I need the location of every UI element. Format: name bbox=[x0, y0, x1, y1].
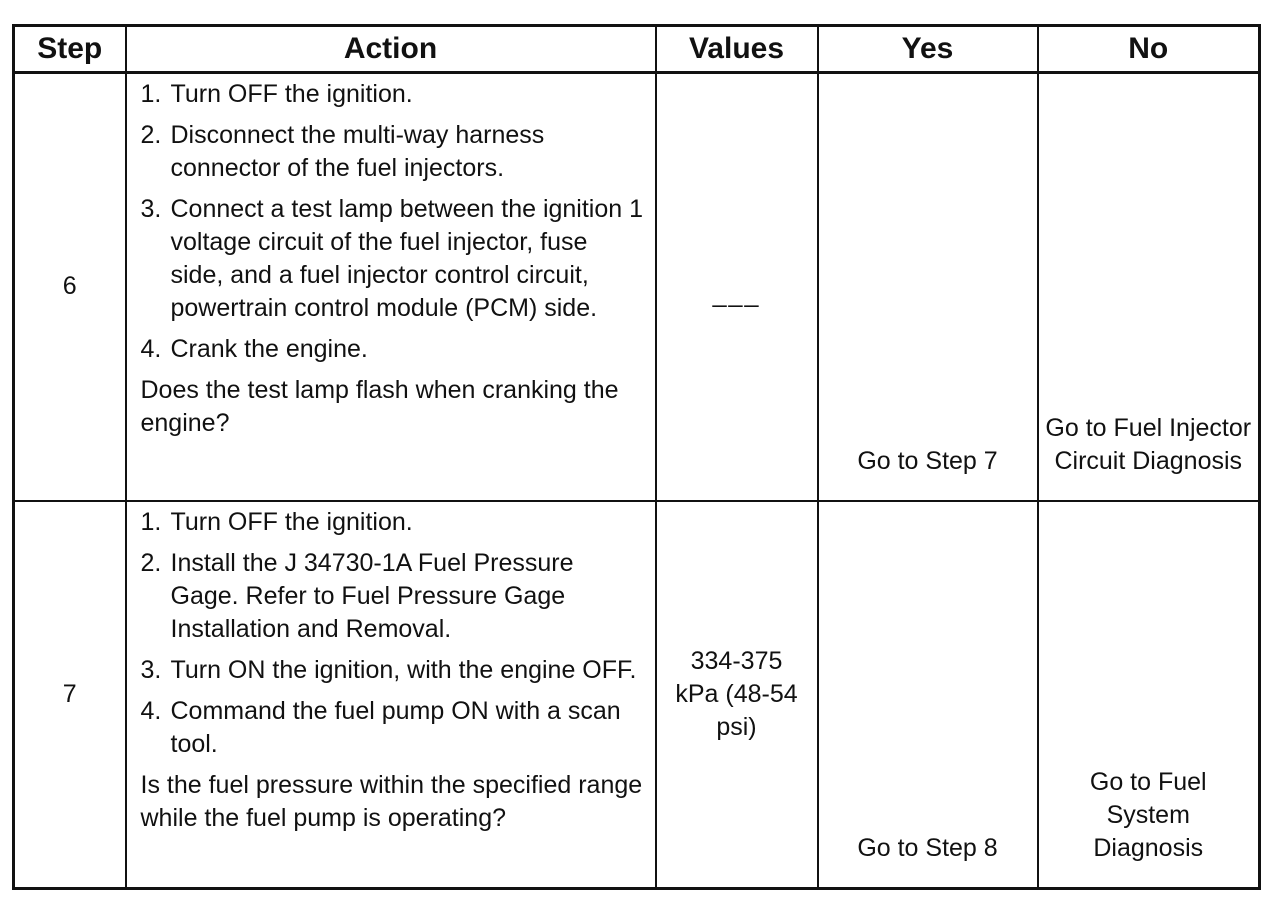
step-number: 6 bbox=[14, 73, 126, 501]
item-text: Crank the engine. bbox=[170, 335, 368, 363]
item-text: Disconnect the multi-way harness connector of the fuel injectors. bbox=[170, 121, 545, 182]
yes-cell: Go to Step 8 bbox=[818, 501, 1038, 889]
step-number: 7 bbox=[14, 501, 126, 889]
item-text: Turn OFF the ignition. bbox=[170, 80, 413, 108]
item-number: 2. bbox=[140, 121, 162, 149]
values-text: ___ bbox=[712, 280, 761, 309]
action-item bbox=[141, 654, 645, 687]
item-number: 4. bbox=[140, 696, 162, 725]
item-number: 3. bbox=[140, 195, 162, 223]
action-item bbox=[141, 193, 645, 325]
item-text: Connect a test lamp between the ignition 1 voltage circuit of the fuel injector, fuse side, and a fuel injector control circuit, powertrain control module (PCM) side. bbox=[170, 195, 644, 322]
action-item bbox=[141, 333, 645, 366]
header-values: Values bbox=[656, 26, 818, 73]
table-row-step-6 bbox=[14, 73, 1260, 501]
yes-cell: Go to Step 7 bbox=[818, 73, 1038, 501]
action-question: Does the test lamp flash when cranking the engine? bbox=[140, 376, 619, 437]
item-number: 3. bbox=[140, 655, 162, 684]
diagnostic-table bbox=[12, 24, 1261, 890]
action-item bbox=[141, 695, 645, 761]
action-question: Is the fuel pressure within the specified range while the fuel pump is operating? bbox=[140, 770, 643, 832]
header-no: No bbox=[1038, 26, 1260, 73]
header-row bbox=[14, 26, 1260, 73]
item-text: Turn ON the ignition, with the engine OFF. bbox=[170, 655, 637, 684]
header-action: Action bbox=[126, 26, 656, 73]
header-step: Step bbox=[14, 26, 126, 73]
action-item bbox=[141, 506, 645, 539]
item-text: Turn OFF the ignition. bbox=[170, 507, 413, 536]
action-item bbox=[141, 547, 645, 646]
action-item bbox=[141, 119, 645, 185]
action-cell bbox=[126, 73, 656, 501]
item-number: 2. bbox=[140, 548, 162, 577]
item-text: Command the fuel pump ON with a scan tool. bbox=[170, 696, 621, 758]
no-cell: Go to Fuel System Diagnosis bbox=[1038, 501, 1260, 889]
no-cell: Go to Fuel Injector Circuit Diagnosis bbox=[1038, 73, 1260, 501]
item-number: 1. bbox=[140, 507, 162, 536]
action-item bbox=[141, 78, 645, 111]
header-yes: Yes bbox=[818, 26, 1038, 73]
action-cell bbox=[126, 501, 656, 889]
item-text: Install the J 34730-1A Fuel Pressure Gage. Refer to Fuel Pressure Gage Installation and Removal. bbox=[170, 548, 574, 643]
item-number: 4. bbox=[140, 335, 162, 363]
values-cell: 334-375 kPa (48-54 psi) bbox=[656, 501, 818, 889]
item-number: 1. bbox=[140, 80, 162, 108]
table-row-step-7 bbox=[14, 501, 1260, 889]
values-cell bbox=[656, 73, 818, 501]
